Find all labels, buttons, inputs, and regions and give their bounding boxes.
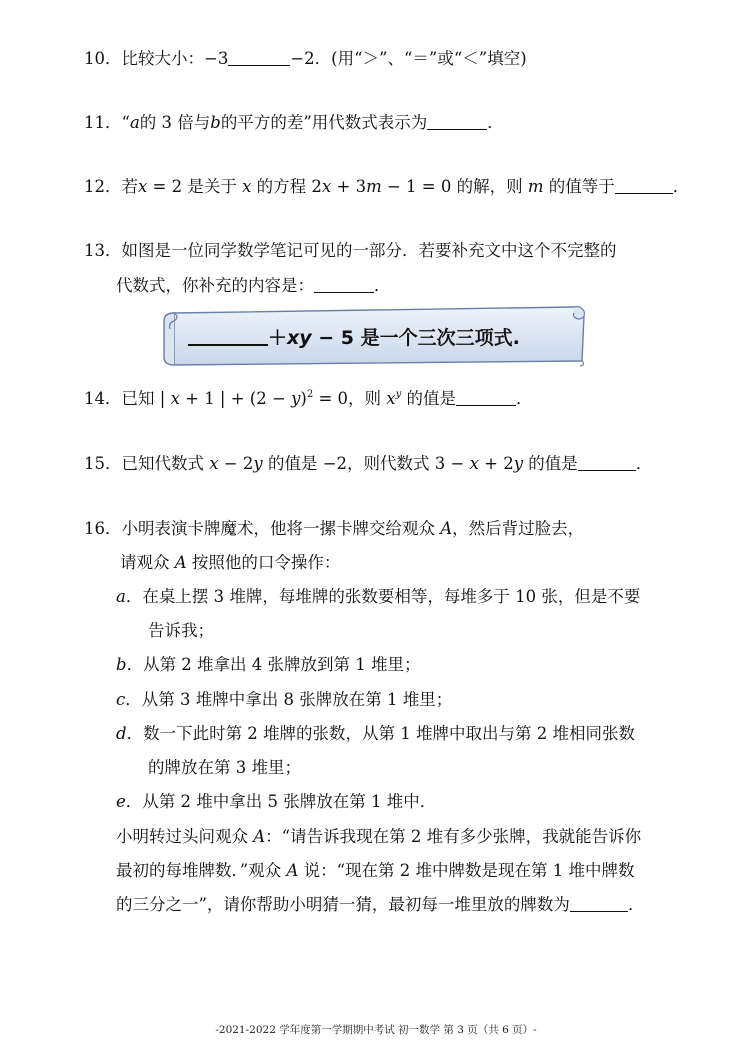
banner-blank[interactable] [188, 325, 268, 346]
notebook-scroll-banner [160, 305, 588, 367]
question-number: 12． [84, 177, 122, 196]
question-16-line-2: 请观众 A 按照他的口令操作： [120, 553, 341, 572]
question-16-para-2: 最初的每堆牌数．”观众 A 说：“现在第 2 堆中牌数是现在第 1 堆中牌数 [116, 861, 635, 880]
question-12: 12．若x = 2 是关于 x 的方程 2x + 3m − 1 = 0 的解，则 m 的值等于 ． [84, 177, 690, 196]
question-number: 13． [84, 241, 122, 260]
step-b: b．从第 2 堆拿出 4 张牌放到第 1 堆里； [116, 655, 421, 674]
question-number: 14． [84, 389, 122, 408]
question-11: 11．“a的 3 倍与b的平方的差”用代数式表示为 ． [84, 113, 504, 132]
step-label: b [116, 655, 127, 674]
question-16-line-1: 16．小明表演卡牌魔术，他将一摞卡牌交给观众 A，然后背过脸去， [84, 519, 585, 538]
question-10: 10．比较大小：−3 −2．(用“＞”、“＝”或“＜”填空) [84, 49, 527, 68]
answer-blank[interactable] [427, 113, 487, 131]
step-e: e．从第 2 堆中拿出 5 张牌放在第 1 堆中． [116, 792, 437, 811]
step-label: e [116, 792, 126, 811]
question-number: 15． [84, 454, 122, 473]
banner-expression: ＋xy − 5 是一个三次三项式. [188, 323, 520, 350]
question-number: 16． [84, 519, 122, 538]
answer-blank[interactable] [578, 454, 636, 472]
question-14: 14．已知 | x + 1 | + $(2 - y)^2 = 0$，则 $x^y$ 的值是 ． [84, 389, 533, 408]
step-c: c．从第 3 堆牌中拿出 8 张牌放在第 1 堆里； [116, 690, 453, 709]
step-label: c [116, 690, 126, 709]
question-16-para-3: 的三分之一”，请你帮助小明猜一猜，最初每一堆里放的牌数为 ． [116, 895, 645, 914]
answer-blank[interactable] [570, 895, 628, 913]
answer-blank[interactable] [314, 276, 374, 294]
answer-blank[interactable] [615, 177, 673, 195]
step-label: a [116, 587, 126, 606]
question-13-line-2: 代数式，你补充的内容是： ． [116, 276, 391, 295]
question-16-para-1: 小明转过头问观众 A：“请告诉我现在第 2 堆有多少张牌，我就能告诉你 [116, 827, 642, 846]
question-number: 10． [84, 49, 122, 68]
question-number: 11． [84, 113, 122, 132]
step-a-continued: 告诉我； [148, 621, 214, 640]
question-15: 15．已知代数式 x − 2y 的值是 −2，则代数式 3 − x + 2y 的值是 ． [84, 454, 653, 473]
step-label: d [116, 724, 127, 743]
answer-blank[interactable] [228, 49, 290, 67]
answer-blank[interactable] [456, 389, 516, 407]
step-d: d．数一下此时第 2 堆牌的张数，从第 1 堆牌中取出与第 2 堆相同张数 [116, 724, 636, 743]
page-footer: -2021-2022 学年度第一学期期中考试 初一数学 第 3 页（共 6 页）- [215, 1024, 537, 1036]
step-d-continued: 的牌放在第 3 堆里； [148, 758, 301, 777]
step-a: a．在桌上摆 3 堆牌，每堆牌的张数要相等，每堆多于 10 张，但是不要 [116, 587, 641, 606]
question-13-line-1: 13．如图是一位同学数学笔记可见的一部分．若要补充文中这个不完整的 [84, 241, 617, 260]
